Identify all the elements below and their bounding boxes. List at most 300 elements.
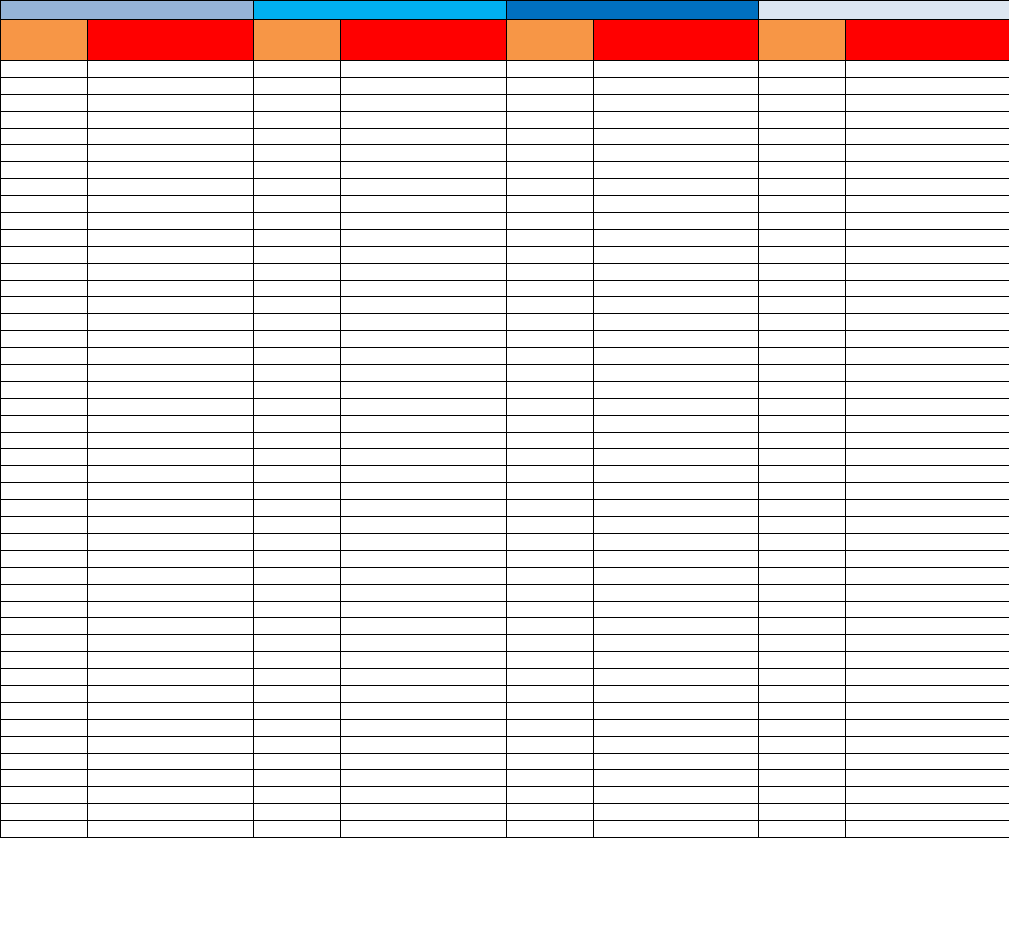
length-cell[interactable] (507, 753, 594, 770)
speed-cell[interactable] (594, 432, 759, 449)
length-cell[interactable] (254, 246, 341, 263)
length-cell[interactable] (507, 601, 594, 618)
speed-cell[interactable] (341, 770, 507, 787)
length-cell[interactable] (254, 652, 341, 669)
length-cell[interactable] (1, 61, 88, 78)
speed-cell[interactable] (594, 466, 759, 483)
speed-cell[interactable] (594, 111, 759, 128)
speed-cell[interactable] (846, 263, 1009, 280)
speed-cell[interactable] (594, 804, 759, 821)
speed-cell[interactable] (594, 635, 759, 652)
length-cell[interactable] (254, 297, 341, 314)
speed-cell[interactable] (341, 365, 507, 382)
speed-cell[interactable] (88, 331, 254, 348)
length-cell[interactable] (759, 567, 846, 584)
length-cell[interactable] (1, 94, 88, 111)
length-cell[interactable] (254, 77, 341, 94)
length-cell[interactable] (1, 466, 88, 483)
speed-cell[interactable] (88, 466, 254, 483)
speed-cell[interactable] (341, 517, 507, 534)
length-cell[interactable] (1, 635, 88, 652)
length-cell[interactable] (759, 685, 846, 702)
length-cell[interactable] (507, 770, 594, 787)
frame-title-24[interactable] (1, 1, 254, 20)
speed-cell[interactable] (846, 821, 1009, 838)
length-cell[interactable] (507, 635, 594, 652)
length-cell[interactable] (1, 652, 88, 669)
speed-cell[interactable] (594, 787, 759, 804)
speed-cell[interactable] (846, 736, 1009, 753)
speed-cell[interactable] (88, 94, 254, 111)
speed-cell[interactable] (88, 584, 254, 601)
speed-cell[interactable] (594, 652, 759, 669)
speed-cell[interactable] (341, 263, 507, 280)
speed-cell[interactable] (341, 314, 507, 331)
speed-cell[interactable] (846, 348, 1009, 365)
length-cell[interactable] (254, 483, 341, 500)
length-cell[interactable] (254, 533, 341, 550)
speed-cell[interactable] (341, 61, 507, 78)
length-cell[interactable] (254, 601, 341, 618)
speed-cell[interactable] (341, 381, 507, 398)
speed-cell[interactable] (594, 229, 759, 246)
length-cell[interactable] (1, 821, 88, 838)
speed-cell[interactable] (594, 500, 759, 517)
speed-cell[interactable] (594, 213, 759, 230)
speed-cell[interactable] (594, 280, 759, 297)
length-cell[interactable] (507, 821, 594, 838)
speed-cell[interactable] (341, 652, 507, 669)
speed-cell[interactable] (88, 770, 254, 787)
speed-cell[interactable] (88, 753, 254, 770)
length-cell[interactable] (1, 213, 88, 230)
frame-title-26[interactable] (507, 1, 759, 20)
speed-cell[interactable] (846, 179, 1009, 196)
length-cell[interactable] (254, 111, 341, 128)
length-cell[interactable] (759, 196, 846, 213)
speed-cell[interactable] (846, 635, 1009, 652)
speed-cell[interactable] (88, 787, 254, 804)
length-cell[interactable] (254, 584, 341, 601)
length-header[interactable] (254, 20, 341, 61)
length-cell[interactable] (507, 685, 594, 702)
length-cell[interactable] (1, 550, 88, 567)
length-cell[interactable] (759, 483, 846, 500)
length-cell[interactable] (759, 280, 846, 297)
length-cell[interactable] (254, 500, 341, 517)
length-cell[interactable] (1, 533, 88, 550)
length-cell[interactable] (254, 702, 341, 719)
length-cell[interactable] (254, 550, 341, 567)
speed-cell[interactable] (341, 432, 507, 449)
length-cell[interactable] (1, 500, 88, 517)
speed-cell[interactable] (341, 533, 507, 550)
length-cell[interactable] (759, 635, 846, 652)
length-cell[interactable] (1, 77, 88, 94)
speed-cell[interactable] (341, 280, 507, 297)
speed-cell[interactable] (341, 179, 507, 196)
speed-cell[interactable] (846, 567, 1009, 584)
speed-cell[interactable] (88, 263, 254, 280)
frame-title-25[interactable] (254, 1, 507, 20)
length-cell[interactable] (507, 331, 594, 348)
length-cell[interactable] (254, 685, 341, 702)
length-cell[interactable] (759, 466, 846, 483)
speed-cell[interactable] (846, 381, 1009, 398)
speed-cell[interactable] (846, 449, 1009, 466)
speed-cell[interactable] (88, 483, 254, 500)
speed-cell[interactable] (594, 331, 759, 348)
length-cell[interactable] (254, 213, 341, 230)
speed-cell[interactable] (846, 162, 1009, 179)
length-cell[interactable] (507, 415, 594, 432)
speed-cell[interactable] (846, 128, 1009, 145)
length-cell[interactable] (507, 736, 594, 753)
length-cell[interactable] (1, 804, 88, 821)
speed-cell[interactable] (341, 229, 507, 246)
length-cell[interactable] (1, 348, 88, 365)
length-cell[interactable] (759, 618, 846, 635)
length-cell[interactable] (507, 229, 594, 246)
length-cell[interactable] (254, 94, 341, 111)
speed-cell[interactable] (341, 685, 507, 702)
speed-cell[interactable] (88, 432, 254, 449)
speed-cell[interactable] (88, 500, 254, 517)
speed-cell[interactable] (88, 162, 254, 179)
length-cell[interactable] (507, 702, 594, 719)
length-cell[interactable] (254, 635, 341, 652)
length-cell[interactable] (507, 787, 594, 804)
speed-cell[interactable] (341, 246, 507, 263)
length-cell[interactable] (507, 500, 594, 517)
speed-cell[interactable] (846, 196, 1009, 213)
speed-cell[interactable] (88, 398, 254, 415)
length-cell[interactable] (759, 601, 846, 618)
length-cell[interactable] (1, 719, 88, 736)
speed-cell[interactable] (594, 145, 759, 162)
length-cell[interactable] (1, 263, 88, 280)
length-cell[interactable] (1, 669, 88, 686)
speed-cell[interactable] (341, 550, 507, 567)
length-cell[interactable] (1, 162, 88, 179)
speed-cell[interactable] (88, 111, 254, 128)
speed-cell[interactable] (594, 685, 759, 702)
length-cell[interactable] (759, 381, 846, 398)
speed-header[interactable] (846, 20, 1009, 61)
speed-cell[interactable] (88, 804, 254, 821)
speed-cell[interactable] (88, 128, 254, 145)
speed-cell[interactable] (88, 314, 254, 331)
length-cell[interactable] (759, 432, 846, 449)
speed-cell[interactable] (594, 533, 759, 550)
speed-cell[interactable] (88, 196, 254, 213)
speed-cell[interactable] (594, 128, 759, 145)
length-cell[interactable] (759, 821, 846, 838)
length-cell[interactable] (1, 618, 88, 635)
length-cell[interactable] (1, 365, 88, 382)
length-cell[interactable] (1, 246, 88, 263)
length-cell[interactable] (254, 145, 341, 162)
length-cell[interactable] (507, 179, 594, 196)
length-cell[interactable] (1, 567, 88, 584)
speed-cell[interactable] (88, 719, 254, 736)
speed-cell[interactable] (594, 415, 759, 432)
length-cell[interactable] (254, 466, 341, 483)
speed-cell[interactable] (594, 669, 759, 686)
speed-cell[interactable] (341, 348, 507, 365)
frame-title-27[interactable] (759, 1, 1009, 20)
length-cell[interactable] (759, 111, 846, 128)
speed-cell[interactable] (846, 111, 1009, 128)
length-cell[interactable] (254, 736, 341, 753)
speed-cell[interactable] (341, 635, 507, 652)
length-cell[interactable] (507, 618, 594, 635)
speed-cell[interactable] (341, 669, 507, 686)
length-cell[interactable] (759, 246, 846, 263)
speed-cell[interactable] (88, 669, 254, 686)
length-cell[interactable] (254, 280, 341, 297)
speed-cell[interactable] (88, 449, 254, 466)
speed-cell[interactable] (846, 685, 1009, 702)
length-cell[interactable] (759, 804, 846, 821)
length-cell[interactable] (1, 196, 88, 213)
speed-cell[interactable] (594, 821, 759, 838)
speed-header[interactable] (594, 20, 759, 61)
speed-cell[interactable] (594, 246, 759, 263)
speed-cell[interactable] (594, 449, 759, 466)
speed-cell[interactable] (846, 246, 1009, 263)
length-header[interactable] (507, 20, 594, 61)
speed-cell[interactable] (341, 719, 507, 736)
speed-cell[interactable] (88, 229, 254, 246)
length-cell[interactable] (507, 145, 594, 162)
length-cell[interactable] (759, 297, 846, 314)
length-cell[interactable] (1, 314, 88, 331)
length-cell[interactable] (1, 770, 88, 787)
length-cell[interactable] (1, 753, 88, 770)
speed-cell[interactable] (594, 263, 759, 280)
length-cell[interactable] (254, 331, 341, 348)
speed-cell[interactable] (88, 145, 254, 162)
length-cell[interactable] (254, 128, 341, 145)
length-cell[interactable] (759, 348, 846, 365)
speed-cell[interactable] (88, 533, 254, 550)
length-cell[interactable] (1, 229, 88, 246)
speed-cell[interactable] (341, 702, 507, 719)
speed-cell[interactable] (846, 770, 1009, 787)
length-cell[interactable] (254, 162, 341, 179)
length-cell[interactable] (759, 213, 846, 230)
speed-cell[interactable] (594, 94, 759, 111)
length-cell[interactable] (759, 449, 846, 466)
speed-cell[interactable] (594, 398, 759, 415)
length-cell[interactable] (759, 415, 846, 432)
speed-cell[interactable] (846, 61, 1009, 78)
length-cell[interactable] (254, 567, 341, 584)
length-cell[interactable] (507, 533, 594, 550)
length-cell[interactable] (254, 196, 341, 213)
length-cell[interactable] (1, 702, 88, 719)
speed-cell[interactable] (341, 567, 507, 584)
length-cell[interactable] (254, 263, 341, 280)
length-cell[interactable] (759, 533, 846, 550)
speed-cell[interactable] (594, 719, 759, 736)
length-cell[interactable] (507, 196, 594, 213)
length-cell[interactable] (759, 365, 846, 382)
length-cell[interactable] (507, 719, 594, 736)
speed-cell[interactable] (846, 398, 1009, 415)
speed-cell[interactable] (341, 196, 507, 213)
speed-cell[interactable] (594, 550, 759, 567)
speed-cell[interactable] (341, 111, 507, 128)
length-cell[interactable] (1, 483, 88, 500)
length-cell[interactable] (759, 61, 846, 78)
length-cell[interactable] (507, 517, 594, 534)
speed-cell[interactable] (88, 736, 254, 753)
length-cell[interactable] (1, 331, 88, 348)
speed-cell[interactable] (341, 736, 507, 753)
speed-cell[interactable] (341, 94, 507, 111)
length-cell[interactable] (254, 348, 341, 365)
speed-cell[interactable] (594, 314, 759, 331)
length-cell[interactable] (759, 500, 846, 517)
length-cell[interactable] (759, 517, 846, 534)
speed-cell[interactable] (88, 702, 254, 719)
length-cell[interactable] (507, 584, 594, 601)
speed-cell[interactable] (88, 635, 254, 652)
length-cell[interactable] (759, 669, 846, 686)
length-cell[interactable] (759, 398, 846, 415)
length-cell[interactable] (759, 94, 846, 111)
speed-cell[interactable] (341, 821, 507, 838)
length-cell[interactable] (759, 787, 846, 804)
speed-cell[interactable] (594, 162, 759, 179)
speed-cell[interactable] (846, 550, 1009, 567)
length-cell[interactable] (507, 398, 594, 415)
length-cell[interactable] (507, 466, 594, 483)
speed-cell[interactable] (846, 145, 1009, 162)
speed-cell[interactable] (594, 517, 759, 534)
speed-cell[interactable] (88, 517, 254, 534)
length-cell[interactable] (254, 804, 341, 821)
speed-cell[interactable] (88, 213, 254, 230)
length-cell[interactable] (1, 111, 88, 128)
length-cell[interactable] (759, 753, 846, 770)
speed-cell[interactable] (846, 517, 1009, 534)
length-cell[interactable] (254, 179, 341, 196)
length-cell[interactable] (759, 584, 846, 601)
length-header[interactable] (1, 20, 88, 61)
speed-cell[interactable] (341, 128, 507, 145)
length-cell[interactable] (1, 128, 88, 145)
speed-cell[interactable] (846, 331, 1009, 348)
length-cell[interactable] (507, 128, 594, 145)
speed-cell[interactable] (594, 196, 759, 213)
speed-cell[interactable] (846, 483, 1009, 500)
speed-cell[interactable] (88, 179, 254, 196)
speed-cell[interactable] (846, 365, 1009, 382)
length-cell[interactable] (1, 685, 88, 702)
speed-cell[interactable] (594, 584, 759, 601)
length-cell[interactable] (1, 297, 88, 314)
length-cell[interactable] (254, 753, 341, 770)
length-cell[interactable] (254, 787, 341, 804)
length-cell[interactable] (1, 280, 88, 297)
speed-cell[interactable] (594, 77, 759, 94)
speed-cell[interactable] (846, 669, 1009, 686)
length-cell[interactable] (254, 770, 341, 787)
length-cell[interactable] (507, 77, 594, 94)
speed-cell[interactable] (594, 567, 759, 584)
length-cell[interactable] (1, 787, 88, 804)
speed-cell[interactable] (341, 213, 507, 230)
speed-cell[interactable] (594, 601, 759, 618)
length-cell[interactable] (1, 432, 88, 449)
length-cell[interactable] (507, 348, 594, 365)
speed-cell[interactable] (88, 601, 254, 618)
length-cell[interactable] (254, 449, 341, 466)
speed-cell[interactable] (594, 770, 759, 787)
length-cell[interactable] (507, 550, 594, 567)
length-cell[interactable] (1, 179, 88, 196)
speed-cell[interactable] (594, 483, 759, 500)
speed-cell[interactable] (341, 449, 507, 466)
speed-cell[interactable] (846, 533, 1009, 550)
speed-cell[interactable] (846, 787, 1009, 804)
length-cell[interactable] (759, 770, 846, 787)
speed-cell[interactable] (341, 787, 507, 804)
speed-cell[interactable] (88, 77, 254, 94)
length-cell[interactable] (759, 702, 846, 719)
length-cell[interactable] (507, 246, 594, 263)
length-cell[interactable] (507, 381, 594, 398)
speed-cell[interactable] (846, 415, 1009, 432)
length-cell[interactable] (254, 229, 341, 246)
speed-header[interactable] (341, 20, 507, 61)
length-cell[interactable] (1, 584, 88, 601)
speed-cell[interactable] (341, 584, 507, 601)
length-cell[interactable] (507, 61, 594, 78)
speed-cell[interactable] (846, 584, 1009, 601)
length-cell[interactable] (254, 381, 341, 398)
length-cell[interactable] (759, 736, 846, 753)
speed-cell[interactable] (846, 601, 1009, 618)
length-cell[interactable] (507, 94, 594, 111)
length-cell[interactable] (507, 567, 594, 584)
speed-cell[interactable] (846, 77, 1009, 94)
speed-cell[interactable] (594, 61, 759, 78)
speed-cell[interactable] (88, 297, 254, 314)
length-cell[interactable] (759, 550, 846, 567)
speed-cell[interactable] (88, 348, 254, 365)
length-cell[interactable] (1, 381, 88, 398)
speed-cell[interactable] (341, 601, 507, 618)
length-cell[interactable] (507, 365, 594, 382)
length-cell[interactable] (507, 263, 594, 280)
speed-cell[interactable] (88, 280, 254, 297)
length-cell[interactable] (759, 314, 846, 331)
speed-cell[interactable] (846, 94, 1009, 111)
length-cell[interactable] (254, 432, 341, 449)
speed-cell[interactable] (594, 348, 759, 365)
speed-cell[interactable] (846, 432, 1009, 449)
speed-cell[interactable] (341, 466, 507, 483)
speed-cell[interactable] (594, 702, 759, 719)
speed-cell[interactable] (846, 719, 1009, 736)
length-cell[interactable] (254, 398, 341, 415)
speed-cell[interactable] (341, 145, 507, 162)
speed-cell[interactable] (846, 753, 1009, 770)
